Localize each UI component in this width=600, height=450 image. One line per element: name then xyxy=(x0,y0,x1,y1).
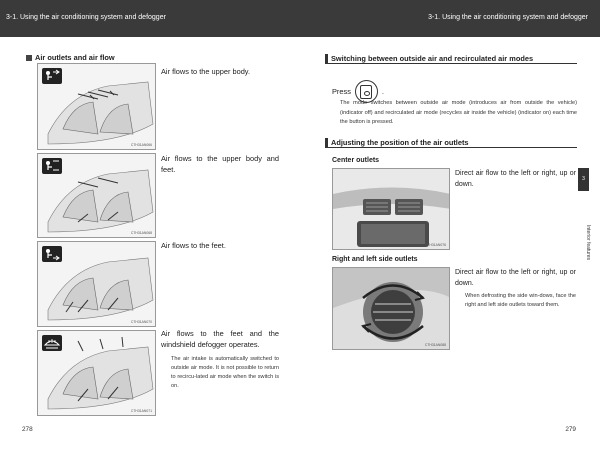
figure-code: CTH31AN070 xyxy=(130,320,152,324)
figure-side-outlets xyxy=(332,267,450,350)
chapter-tab-label: Interior features xyxy=(585,225,591,261)
center-outlet-illustration xyxy=(333,169,450,250)
section-title-air-modes: Switching between outside air and recirculated air modes xyxy=(325,54,577,64)
feet-defog-description: Air flows to the feet and the windshield defogger operates. xyxy=(161,329,279,349)
left-header-title: 3-1. Using the air conditioning system and defogger xyxy=(6,14,166,21)
air-intake-note: The air intake is automatically switched to outside air mode. It is not possible to return to recircu-lated air mode when the switch is on. xyxy=(171,356,279,389)
bullet-square-icon xyxy=(26,55,32,61)
figure-code: CTH31AN071 xyxy=(130,409,152,413)
page-number-left: 278 xyxy=(22,426,33,433)
side-window-defrost-note: When defrosting the side win-dows, face the right and left side outlets toward them. xyxy=(465,293,576,308)
right-page-header xyxy=(300,0,600,37)
chapter-tab: 3 xyxy=(578,168,589,191)
right-header-title: 3-1. Using the air conditioning system and defogger xyxy=(428,14,588,21)
side-outlets-description: Direct air flow to the left or right, up or down. xyxy=(455,269,576,287)
upper-body-feet-description: Air flows to the upper body and feet. xyxy=(161,154,279,174)
figure-feet-defog xyxy=(37,330,156,416)
figure-code: CTH31AN088 xyxy=(424,343,446,347)
figure-feet xyxy=(37,241,156,327)
section-title-outlet-position: Adjusting the position of the air outlets xyxy=(325,138,577,148)
figure-center-outlets xyxy=(332,168,450,250)
side-outlet-illustration xyxy=(333,268,450,350)
figure-upper-body xyxy=(37,63,156,150)
press-period: . xyxy=(381,87,384,96)
center-outlets-description: Direct air flow to the left or right, up or down. xyxy=(455,170,576,188)
vent-bilevel-icon xyxy=(42,158,62,174)
center-outlets-title: Center outlets xyxy=(332,157,380,164)
figure-code: CTH31AN068 xyxy=(130,231,152,235)
air-outlets-subheading: Air outlets and air flow xyxy=(26,53,115,62)
upper-body-description: Air flows to the upper body. xyxy=(161,67,251,76)
figure-upper-body-feet xyxy=(37,153,156,238)
air-mode-explanation: The mode switches between outside air mode (introduces air from outside the vehicle) (indicator off) and recirculated air mode (recycles air inside the vehicle) (indicator on) each time the button is pressed. xyxy=(340,100,577,125)
vent-feet-icon xyxy=(42,246,62,262)
left-page-header xyxy=(0,0,300,37)
figure-code: CTH31AN076 xyxy=(424,243,446,247)
feet-description: Air flows to the feet. xyxy=(161,241,226,250)
press-label: Press xyxy=(332,87,351,96)
figure-code: CTH31AN066 xyxy=(130,143,152,147)
vent-feet-defog-icon xyxy=(42,335,62,351)
vent-face-icon xyxy=(42,68,62,84)
page-number-right: 279 xyxy=(565,426,576,433)
side-outlets-title: Right and left side outlets xyxy=(332,256,418,263)
